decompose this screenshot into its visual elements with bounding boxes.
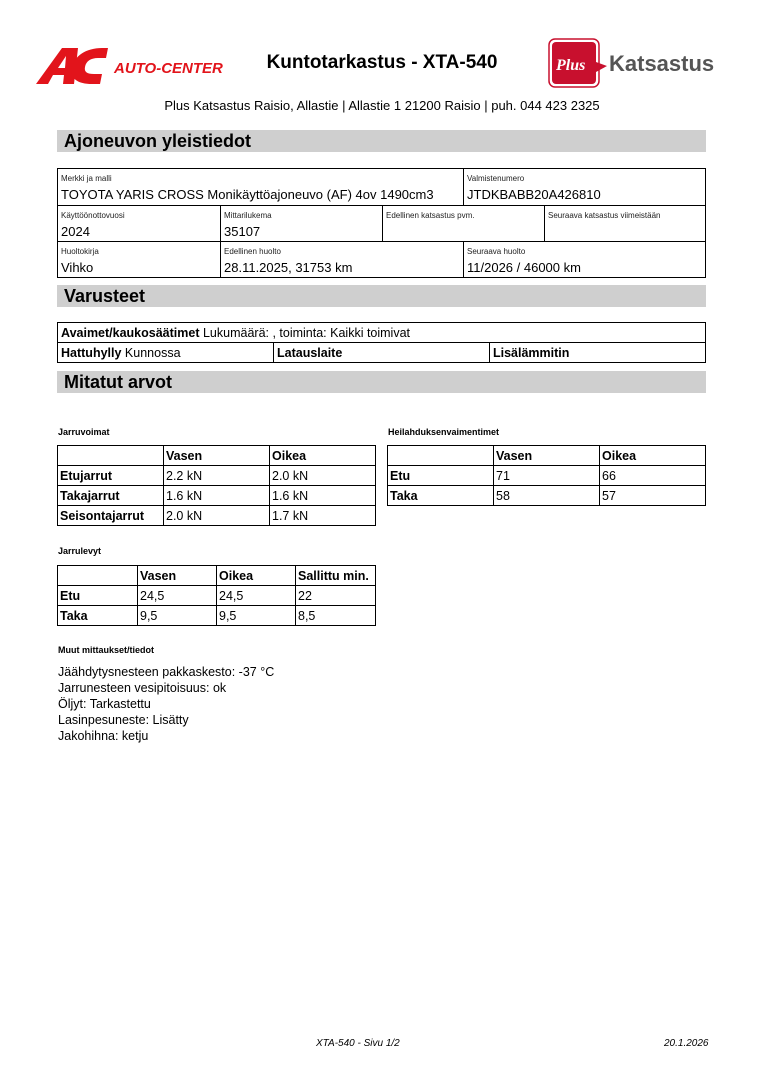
row-label: Takajarrut xyxy=(58,486,164,506)
value-cell: 2.0 kN xyxy=(270,466,376,486)
table-row xyxy=(58,606,376,626)
field-label: Mittarilukema xyxy=(224,211,272,220)
table-row xyxy=(58,586,376,606)
charger-cell xyxy=(274,343,490,363)
row-label: Taka xyxy=(58,606,138,626)
make-model-value: TOYOTA YARIS CROSS Monikäyttöajoneuvo (AF) 4ov 1490cm3 xyxy=(61,187,434,202)
field-label: Valmistenumero xyxy=(467,174,525,183)
brake-forces-title: Jarruvoimat xyxy=(58,427,110,437)
prev-service-cell xyxy=(221,242,464,277)
first-use-year-cell xyxy=(58,206,221,242)
list-item: Jarrunesteen vesipitoisuus: ok xyxy=(58,681,227,695)
field-label: Edellinen huolto xyxy=(224,247,281,256)
next-service-cell xyxy=(464,242,706,277)
header-cell: Vasen xyxy=(164,446,270,466)
keys-label: Avaimet/kaukosäätimet xyxy=(61,325,200,340)
shock-absorbers-title: Heilahduksenvaimentimet xyxy=(388,427,500,437)
plus-katsastus-logo xyxy=(547,38,732,90)
value-cell: 24,5 xyxy=(217,586,296,606)
value-cell: 1.6 kN xyxy=(270,486,376,506)
next-service-value: 11/2026 / 46000 km xyxy=(467,260,581,275)
row-label: Seisontajarrut xyxy=(58,506,164,526)
prev-inspection-cell xyxy=(383,206,545,242)
header-cell: Sallittu min. xyxy=(296,566,376,586)
value-cell: 57 xyxy=(600,486,706,506)
brake-discs-title: Jarrulevyt xyxy=(58,546,102,556)
odometer-cell xyxy=(221,206,383,242)
value-cell: 1.6 kN xyxy=(164,486,270,506)
station-info: Plus Katsastus Raisio, Allastie | Allastie 1 21200 Raisio | puh. 044 423 2325 xyxy=(164,98,600,113)
service-book-value: Vihko xyxy=(61,260,94,275)
value-cell: 9,5 xyxy=(217,606,296,626)
row-label: Taka xyxy=(388,486,494,506)
row-label: Etujarrut xyxy=(58,466,164,486)
value-cell: 24,5 xyxy=(138,586,217,606)
table-header-row xyxy=(58,566,376,586)
section-title: Varusteet xyxy=(64,286,146,306)
list-item: Jakohihna: ketju xyxy=(58,729,149,743)
header-cell xyxy=(388,446,494,466)
field-label: Seuraava katsastus viimeistään xyxy=(548,211,661,220)
list-item: Lasinpesuneste: Lisätty xyxy=(58,713,189,727)
header-cell: Oikea xyxy=(600,446,706,466)
other-measurements-list xyxy=(58,664,274,744)
header-cell: Vasen xyxy=(138,566,217,586)
table-header-row xyxy=(58,446,376,466)
row-label: Etu xyxy=(388,466,494,486)
row-label: Etu xyxy=(58,586,138,606)
section-measurements xyxy=(57,371,706,393)
next-inspection-cell xyxy=(545,206,706,242)
hat-shelf-cell xyxy=(58,343,274,363)
section-title: Mitatut arvot xyxy=(64,372,172,392)
make-model-cell xyxy=(58,169,464,206)
value-cell: 71 xyxy=(494,466,600,486)
first-use-year-value: 2024 xyxy=(61,224,90,239)
keys-value: Lukumäärä: , toiminta: Kaikki toimivat xyxy=(202,325,411,340)
svg-text:Plus: Plus xyxy=(556,57,586,74)
field-label: Edellinen katsastus pvm. xyxy=(386,211,475,220)
table-row xyxy=(58,486,376,506)
equipment-row xyxy=(58,323,706,343)
section-title: Ajoneuvon yleistiedot xyxy=(64,131,252,151)
value-cell: 8,5 xyxy=(296,606,376,626)
value-cell: 22 xyxy=(296,586,376,606)
service-book-cell xyxy=(58,242,221,277)
list-item: Jäähdytysnesteen pakkaskesto: -37 °C xyxy=(58,665,275,679)
table-row xyxy=(58,506,376,526)
table-row xyxy=(388,486,706,506)
field-label: Merkki ja malli xyxy=(61,174,112,183)
header-cell xyxy=(58,566,138,586)
header-cell: Oikea xyxy=(217,566,296,586)
table-row xyxy=(388,466,706,486)
list-item: Öljyt: Tarkastettu xyxy=(58,697,151,711)
field-label: Käyttöönottovuosi xyxy=(61,211,125,220)
field-label: Seuraava huolto xyxy=(467,247,526,256)
brake-discs-table xyxy=(57,565,376,626)
other-measurements-title: Muut mittaukset/tiedot xyxy=(58,645,154,655)
header-cell: Oikea xyxy=(270,446,376,466)
auto-center-logo xyxy=(34,44,224,86)
section-equipment xyxy=(57,285,706,307)
page-title: Kuntotarkastus - XTA-540 xyxy=(266,52,498,73)
hat-shelf-label: Hattuhylly xyxy=(61,345,122,360)
value-cell: 9,5 xyxy=(138,606,217,626)
table-row xyxy=(58,466,376,486)
equipment-row xyxy=(58,343,706,363)
svg-text:Katsastus: Katsastus xyxy=(609,51,715,76)
footer-date: 20.1.2026 xyxy=(664,1038,709,1049)
value-cell: 1.7 kN xyxy=(270,506,376,526)
charger-label: Latauslaite xyxy=(277,345,343,360)
vin-value: JTDKBABB20A426810 xyxy=(467,187,601,202)
field-label: Huoltokirja xyxy=(61,247,99,256)
aux-heater-cell xyxy=(490,343,706,363)
value-cell: 2.2 kN xyxy=(164,466,270,486)
keys-cell xyxy=(58,323,706,343)
value-cell: 58 xyxy=(494,486,600,506)
odometer-value: 35107 xyxy=(224,224,261,239)
aux-heater-label: Lisälämmitin xyxy=(493,345,570,360)
prev-service-value: 28.11.2025, 31753 km xyxy=(224,260,353,275)
shock-absorbers-table xyxy=(387,445,706,506)
brake-forces-table xyxy=(57,445,376,526)
footer-page-number: XTA-540 - Sivu 1/2 xyxy=(316,1038,400,1049)
header-cell: Vasen xyxy=(494,446,600,466)
hat-shelf-value: Kunnossa xyxy=(124,345,181,360)
value-cell: 2.0 kN xyxy=(164,506,270,526)
section-vehicle-info xyxy=(57,130,706,152)
vehicle-info-grid xyxy=(57,168,706,278)
equipment-table xyxy=(57,322,706,363)
table-header-row xyxy=(388,446,706,466)
value-cell: 66 xyxy=(600,466,706,486)
vin-cell xyxy=(464,169,706,206)
header-cell xyxy=(58,446,164,466)
auto-center-wordmark: AUTO-CENTER xyxy=(114,60,223,77)
